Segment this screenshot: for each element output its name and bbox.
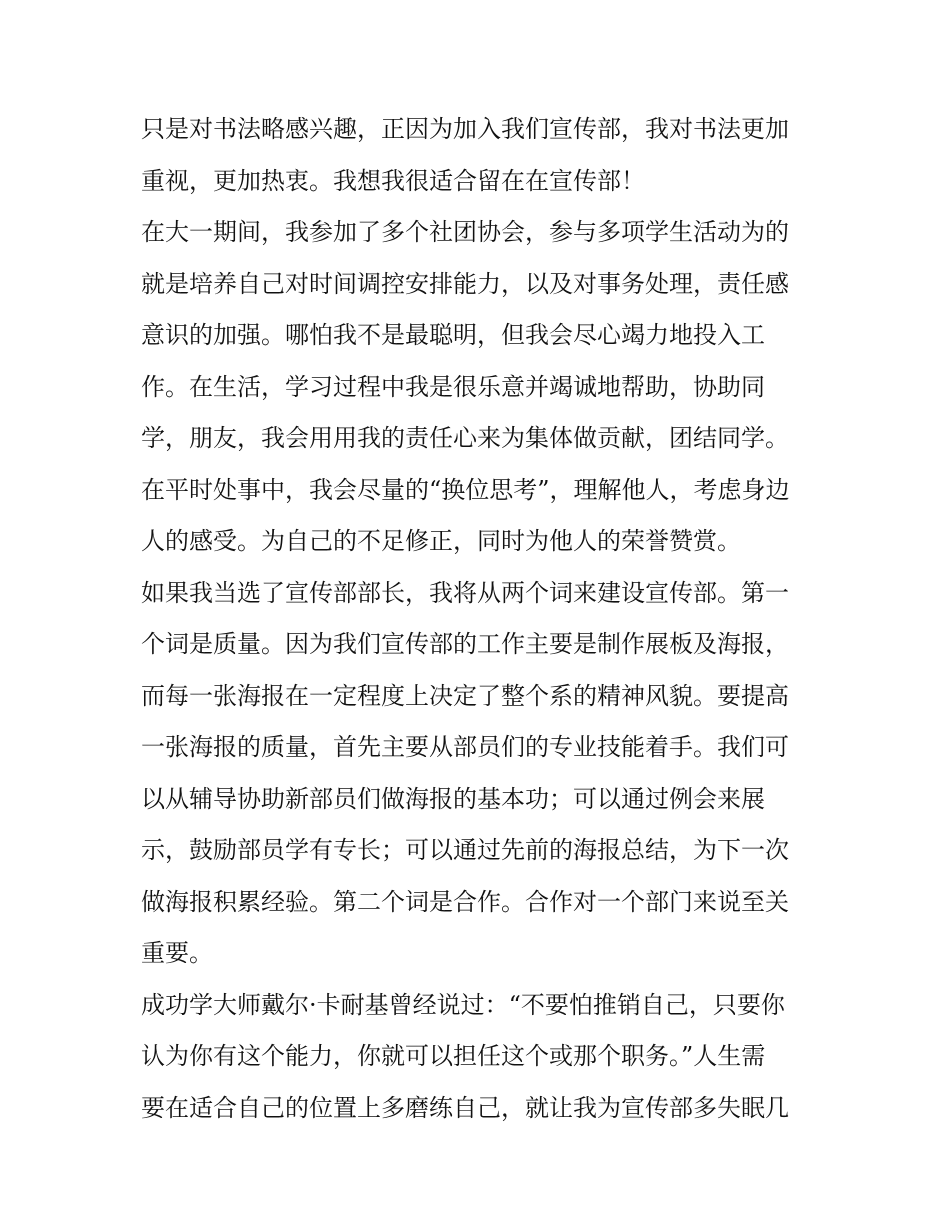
text-line-11: 个词是质量。因为我们宣传部的工作主要是制作展板及海报， <box>141 630 789 658</box>
text-line-7: 学，朋友，我会用用我的责任心来为集体做贡献，团结同学。 <box>141 424 789 452</box>
text-line-3: 在大一期间，我参加了多个社团协会，参与多项学生活动为的 <box>141 218 789 246</box>
text-line-4: 就是培养自己对时间调控安排能力，以及对事务处理，责任感 <box>141 269 789 298</box>
text-line-1: 只是对书法略感兴趣，正因为加入我们宣传部，我对书法更加 <box>141 115 789 143</box>
text-line-6: 作。在生活，学习过程中我是很乐意并竭诚地帮助，协助同 <box>141 372 765 401</box>
text-line-15: 示，鼓励部员学有专长；可以通过先前的海报总结，为下一次 <box>141 836 789 864</box>
text-line-5: 意识的加强。哪怕我不是最聪明，但我会尽心竭力地投入工 <box>141 321 765 349</box>
text-line-14: 以从辅导协助新部员们做海报的基本功；可以通过例会来展 <box>141 784 765 813</box>
text-line-16: 做海报积累经验。第二个词是合作。合作对一个部门来说至关 <box>141 887 789 916</box>
text-line-19: 认为你有这个能力，你就可以担任这个或那个职务。”人生需 <box>141 1042 766 1070</box>
text-line-8: 在平时处事中，我会尽量的“换位思考”，理解他人，考虑身边 <box>141 475 790 504</box>
text-line-2: 重视，更加热衷。我想我很适合留在在宣传部！ <box>141 166 645 195</box>
text-line-10: 如果我当选了宣传部部长，我将从两个词来建设宣传部。第一 <box>141 578 789 607</box>
text-line-17: 重要。 <box>141 939 213 967</box>
text-line-20: 要在适合自己的位置上多磨练自己，就让我为宣传部多失眠几 <box>141 1093 789 1122</box>
text-line-9: 人的感受。为自己的不足修正，同时为他人的荣誉赞赏。 <box>141 527 741 555</box>
body-text <box>141 104 813 1134</box>
text-line-18: 成功学大师戴尔·卡耐基曾经说过：“不要怕推销自己，只要你 <box>141 990 785 1019</box>
text-line-13: 一张海报的质量，首先主要从部员们的专业技能着手。我们可 <box>141 733 789 761</box>
text-line-12: 而每一张海报在一定程度上决定了整个系的精神风貌。要提高 <box>141 681 789 710</box>
